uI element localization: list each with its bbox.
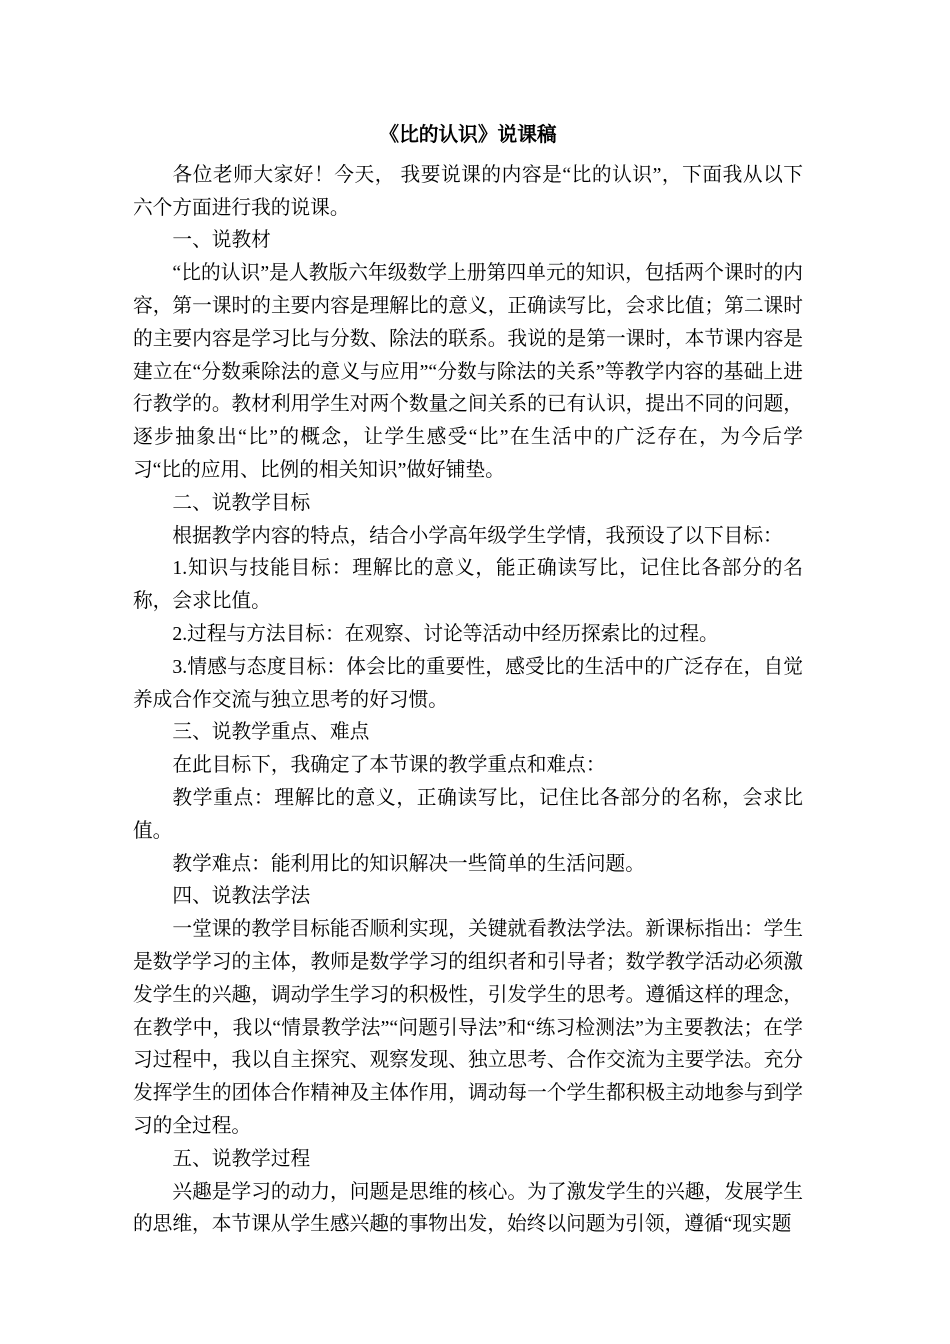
- paragraph-teaching-material: “比的认识”是人教版六年级数学上册第四单元的知识，包括两个课时的内容，第一课时的主要内容是理解比的意义，正确读写比，会求比值；第二课时的主要内容是学习比与分数、除法的联系。我说的是第一课时，本节课内容是建立在“分数乘除法的意义与应用”“分数与除法的关系”等教学内容的基础上进行教学的。教材利用学生对两个数量之间关系的已有认识，提出不同的问题，逐步抽象出“比”的概念，让学生感受“比”在生活中的广泛存在，为今后学习“比的应用、比例的相关知识”做好铺垫。: [133, 262, 803, 481]
- section-heading-5: 五、说教学过程: [172, 1147, 311, 1170]
- section-heading-2: 二、说教学目标: [172, 491, 311, 514]
- paragraph-goal-process: 2.过程与方法目标：在观察、讨论等活动中经历探索比的过程。: [172, 622, 719, 645]
- paragraph-teaching-focus: 教学重点：理解比的意义，正确读写比，记住比各部分的名称，会求比值。: [133, 786, 803, 842]
- paragraph-intro: 各位老师大家好！今天， 我要说课的内容是“比的认识”，下面我从以下六个方面进行我的说课。: [133, 163, 803, 219]
- section-heading-3: 三、说教学重点、难点: [172, 721, 370, 744]
- paragraph-keypoints-intro: 在此目标下，我确定了本节课的教学重点和难点：: [172, 754, 606, 777]
- paragraph-goal-emotion: 3.情感与态度目标：体会比的重要性，感受比的生活中的广泛存在，自觉养成合作交流与独立思考的好习惯。: [133, 655, 803, 711]
- document-content: [133, 119, 803, 1241]
- paragraph-goal-knowledge: 1.知识与技能目标：理解比的意义，能正确读写比，记住比各部分的名称，会求比值。: [133, 557, 803, 613]
- document-title: 《比的认识》说课稿: [379, 124, 557, 146]
- paragraph-goals-intro: 根据教学内容的特点，结合小学高年级学生学情，我预设了以下目标：: [172, 524, 783, 547]
- section-heading-4: 四、说教法学法: [172, 885, 311, 908]
- paragraph-teaching-difficulty: 教学难点：能利用比的知识解决一些简单的生活问题。: [172, 852, 645, 875]
- paragraph-methods: 一堂课的教学目标能否顺利实现，关键就看教法学法。新课标指出：学生是数学学习的主体，教师是数学学习的组织者和引导者；数学教学活动必须激发学生的兴趣，调动学生学习的积极性，引发学生的思考。遵循这样的理念，在教学中，我以“情景教学法”“问题引导法”和“练习检测法”为主要教法；在学习过程中，我以自主探究、观察发现、独立思考、合作交流为主要学法。充分发挥学生的团体合作精神及主体作用，调动每一个学生都积极主动地参与到学习的全过程。: [133, 918, 803, 1137]
- section-heading-1: 一、说教材: [172, 229, 271, 252]
- paragraph-process-intro: 兴趣是学习的动力，问题是思维的核心。为了激发学生的兴趣，发展学生的思维，本节课从学生感兴趣的事物出发，始终以问题为引领，遵循“现实题: [133, 1180, 803, 1236]
